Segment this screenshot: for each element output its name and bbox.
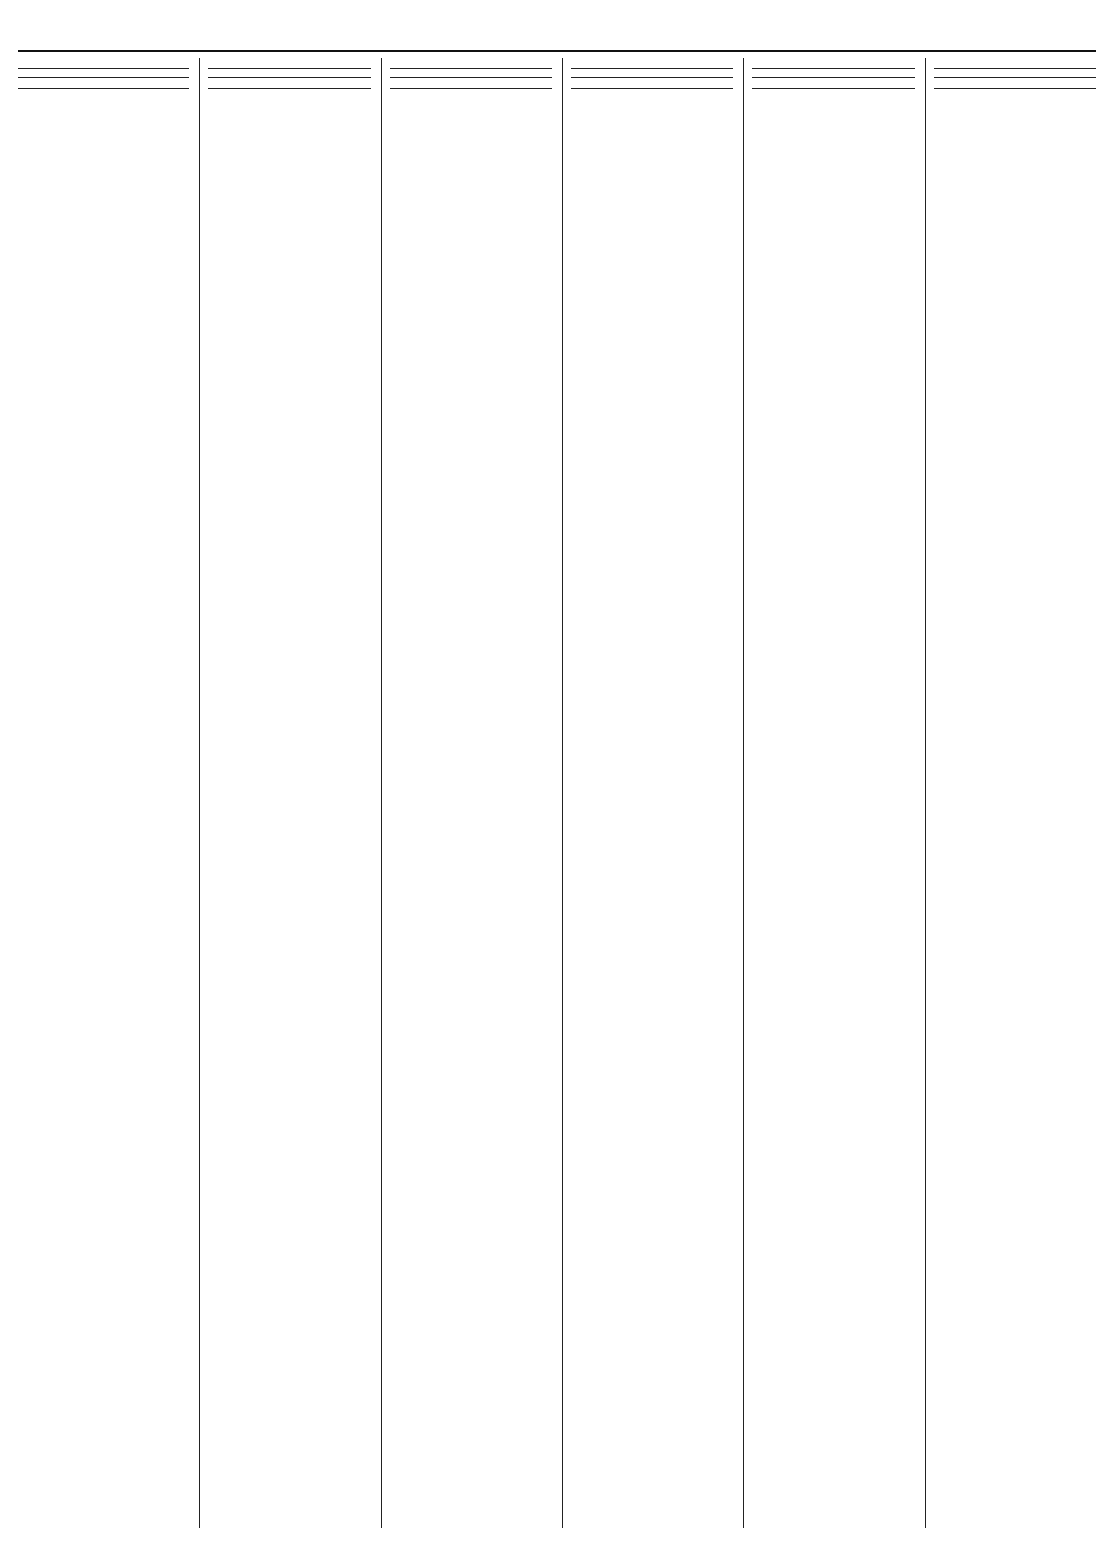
column-5 (743, 58, 914, 1528)
column-rule (208, 68, 370, 69)
column-6 (925, 58, 1096, 1528)
column-4 (562, 58, 733, 1528)
masthead (18, 10, 1096, 52)
ornament-divider (390, 77, 552, 89)
columns (18, 58, 1096, 1528)
column-rule (18, 68, 189, 69)
ornament-divider (752, 77, 914, 89)
ornament-divider (571, 77, 733, 89)
ornament-divider (208, 77, 370, 89)
ornament-divider (934, 77, 1096, 89)
ornament-divider (18, 77, 189, 89)
column-3 (381, 58, 552, 1528)
column-rule (571, 68, 733, 69)
column-rule (934, 68, 1096, 69)
column-2 (199, 58, 370, 1528)
column-1 (18, 58, 189, 1528)
column-rule (752, 68, 914, 69)
column-rule (390, 68, 552, 69)
